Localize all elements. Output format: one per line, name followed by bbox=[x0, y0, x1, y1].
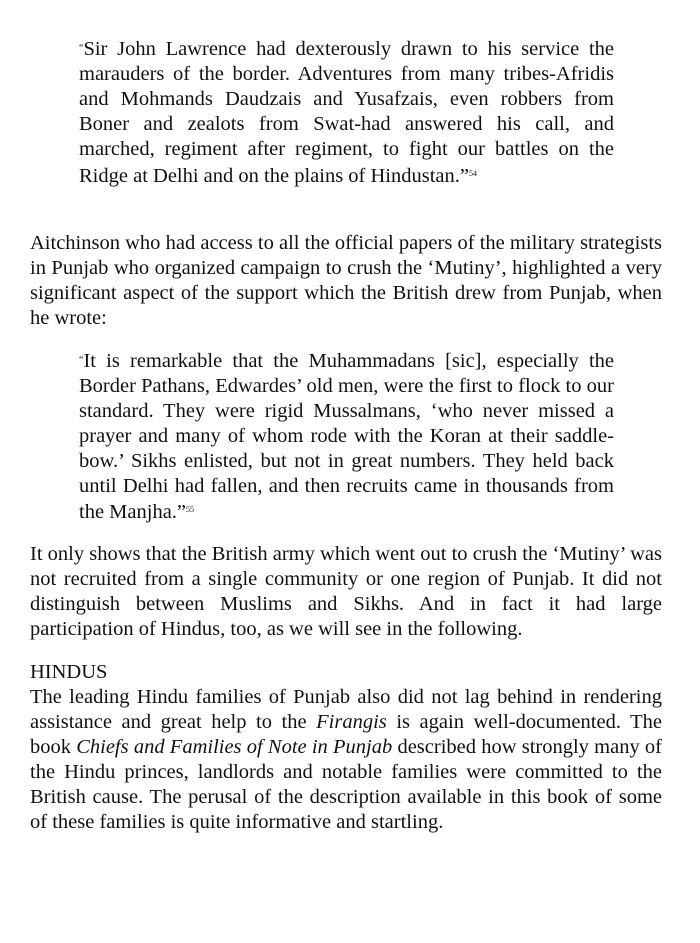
section-heading-hindus: HINDUS bbox=[30, 661, 108, 683]
paragraph-text: It only shows that the British army which went out to crush the ‘Mutiny’ was not recruited from a single community or one region of Punjab. It did not distinguish between Muslims and Sikhs. And in fact it had large participation of Hindus, too, as we will see in the following. bbox=[30, 543, 662, 640]
paragraph-text-2: is again well-documented. The book bbox=[30, 710, 662, 758]
block-quote-aitchinson bbox=[79, 349, 614, 525]
paragraph-text: Aitchinson who had access to all the official papers of the military strategists in Punjab who organized campaign to crush the ‘Mutiny’, highlighted a very significant aspect of the support which the British drew from Punjab, when he wrote: bbox=[30, 232, 662, 329]
italic-firangis: Firangis bbox=[316, 710, 387, 733]
paragraph-text-3: described how strongly many of the Hindu princes, landlords and notable families were committed to the British cause. The perusal of the description available in this book of some of these families is quite informative and startling. bbox=[30, 735, 662, 833]
book-title: Chiefs and Families of Note in Punjab bbox=[76, 735, 393, 758]
paragraph-british-army bbox=[30, 542, 662, 642]
paragraph-text-1: The leading Hindu families of Punjab also did not lag behind in rendering assistance and great help to the bbox=[30, 686, 662, 733]
footnote-ref-55: 55 bbox=[186, 505, 195, 515]
quote-text: Sir John Lawrence had dexterously drawn to his service the marauders of the border. Adventures from many tribes-Afridis and Mohmands Daudzais and Yusafzais, even robbers from Boner and zealots from Swat-had answered his call, and marched, regiment after regiment, to fight our battles on the Ridge at Delhi and on the plains of Hindustan.” bbox=[79, 38, 614, 187]
footnote-ref-54: 54 bbox=[469, 168, 477, 178]
block-quote-lawrence bbox=[79, 37, 614, 188]
paragraph-hindu-families bbox=[30, 685, 662, 834]
quote-text: It is remarkable that the Muhammadans [sic], especially the Border Pathans, Edwardes’ old men, were the first to flock to our standard. They were rigid Mussalmans, ‘who never missed a prayer and many of whom rode with the Koran at their saddle-bow.’ Sikhs enlisted, but not in great numbers. They held back until Delhi had fallen, and then recruits came in thousands from the Manjha.” bbox=[79, 350, 614, 524]
paragraph-aitchinson bbox=[30, 231, 662, 331]
open-quote-mark: “ bbox=[79, 355, 84, 366]
open-quote-mark: “ bbox=[79, 43, 84, 54]
